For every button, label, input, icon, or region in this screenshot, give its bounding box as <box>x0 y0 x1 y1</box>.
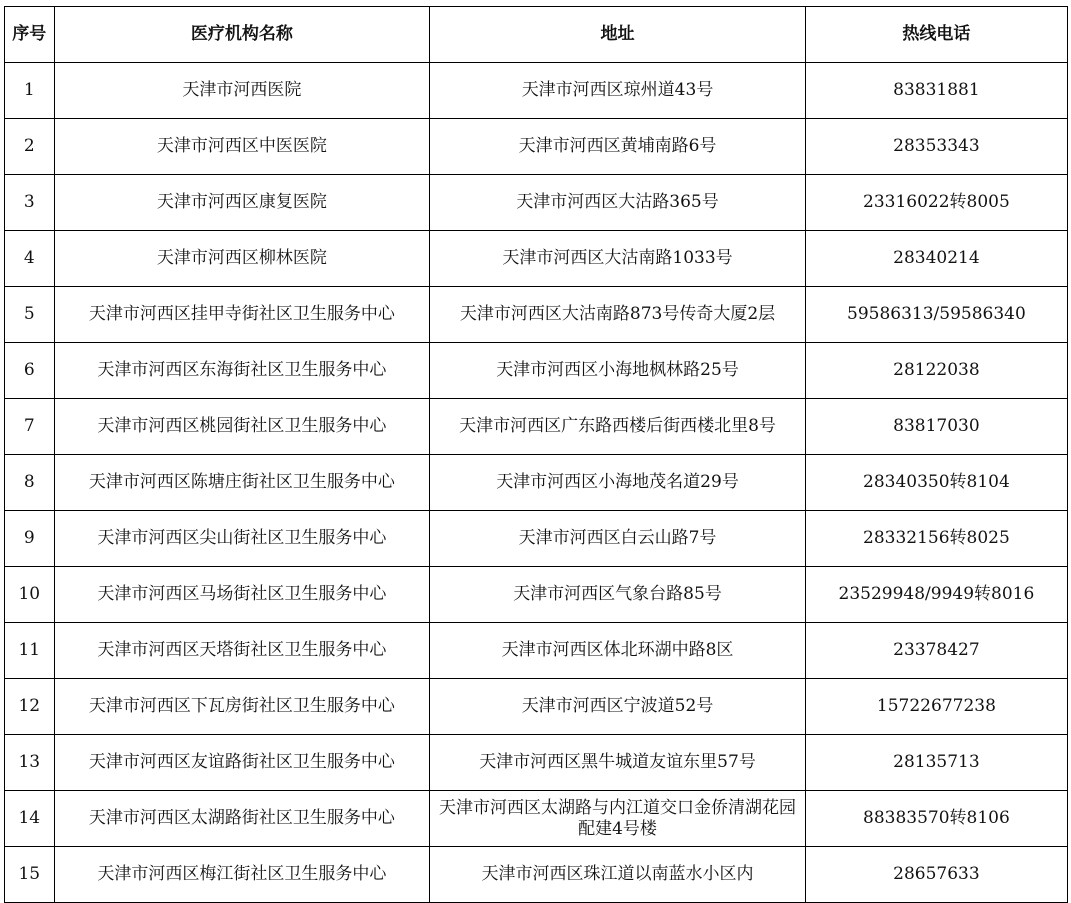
cell-address: 天津市河西区气象台路85号 <box>430 567 806 623</box>
header-index: 序号 <box>5 7 55 63</box>
cell-address: 天津市河西区小海地茂名道29号 <box>430 455 806 511</box>
cell-index: 14 <box>5 791 55 847</box>
table-row <box>5 511 1068 567</box>
table-body <box>5 63 1068 903</box>
cell-index: 2 <box>5 119 55 175</box>
table-row <box>5 623 1068 679</box>
cell-institution-name: 天津市河西区挂甲寺街社区卫生服务中心 <box>54 287 430 343</box>
cell-index: 12 <box>5 679 55 735</box>
cell-index: 5 <box>5 287 55 343</box>
table-row <box>5 679 1068 735</box>
cell-hotline: 28135713 <box>805 735 1067 791</box>
table-row <box>5 567 1068 623</box>
cell-index: 13 <box>5 735 55 791</box>
cell-institution-name: 天津市河西区尖山街社区卫生服务中心 <box>54 511 430 567</box>
cell-hotline: 28122038 <box>805 343 1067 399</box>
cell-index: 9 <box>5 511 55 567</box>
cell-address: 天津市河西区黄埔南路6号 <box>430 119 806 175</box>
cell-address: 天津市河西区珠江道以南蓝水小区内 <box>430 847 806 903</box>
cell-institution-name: 天津市河西区中医医院 <box>54 119 430 175</box>
cell-institution-name: 天津市河西区太湖路街社区卫生服务中心 <box>54 791 430 847</box>
cell-institution-name: 天津市河西区马场街社区卫生服务中心 <box>54 567 430 623</box>
cell-hotline: 28657633 <box>805 847 1067 903</box>
cell-hotline: 83817030 <box>805 399 1067 455</box>
cell-address: 天津市河西区黑牛城道友谊东里57号 <box>430 735 806 791</box>
cell-hotline: 15722677238 <box>805 679 1067 735</box>
cell-address: 天津市河西区小海地枫林路25号 <box>430 343 806 399</box>
cell-institution-name: 天津市河西区柳林医院 <box>54 231 430 287</box>
cell-hotline: 28353343 <box>805 119 1067 175</box>
cell-index: 6 <box>5 343 55 399</box>
cell-address: 天津市河西区大沽路365号 <box>430 175 806 231</box>
cell-institution-name: 天津市河西区东海街社区卫生服务中心 <box>54 343 430 399</box>
table-row <box>5 847 1068 903</box>
table-row <box>5 287 1068 343</box>
cell-institution-name: 天津市河西区梅江街社区卫生服务中心 <box>54 847 430 903</box>
cell-institution-name: 天津市河西区下瓦房街社区卫生服务中心 <box>54 679 430 735</box>
cell-address: 天津市河西区大沽南路1033号 <box>430 231 806 287</box>
cell-index: 15 <box>5 847 55 903</box>
cell-institution-name: 天津市河西区康复医院 <box>54 175 430 231</box>
table-row <box>5 455 1068 511</box>
cell-institution-name: 天津市河西区桃园街社区卫生服务中心 <box>54 399 430 455</box>
cell-institution-name: 天津市河西区陈塘庄街社区卫生服务中心 <box>54 455 430 511</box>
cell-address: 天津市河西区太湖路与内江道交口金侨清湖花园配建4号楼 <box>430 791 806 847</box>
table-header <box>5 7 1068 63</box>
table-row <box>5 735 1068 791</box>
cell-index: 7 <box>5 399 55 455</box>
cell-hotline: 83831881 <box>805 63 1067 119</box>
cell-institution-name: 天津市河西区天塔街社区卫生服务中心 <box>54 623 430 679</box>
table-row <box>5 343 1068 399</box>
cell-hotline: 28340350转8104 <box>805 455 1067 511</box>
table-row <box>5 175 1068 231</box>
cell-index: 1 <box>5 63 55 119</box>
cell-index: 11 <box>5 623 55 679</box>
cell-address: 天津市河西区白云山路7号 <box>430 511 806 567</box>
cell-institution-name: 天津市河西医院 <box>54 63 430 119</box>
cell-hotline: 23316022转8005 <box>805 175 1067 231</box>
cell-index: 4 <box>5 231 55 287</box>
cell-address: 天津市河西区体北环湖中路8区 <box>430 623 806 679</box>
table-row <box>5 231 1068 287</box>
header-row <box>5 7 1068 63</box>
cell-hotline: 28340214 <box>805 231 1067 287</box>
cell-address: 天津市河西区琼州道43号 <box>430 63 806 119</box>
cell-address: 天津市河西区大沽南路873号传奇大厦2层 <box>430 287 806 343</box>
cell-hotline: 59586313/59586340 <box>805 287 1067 343</box>
cell-index: 8 <box>5 455 55 511</box>
header-institution-name: 医疗机构名称 <box>54 7 430 63</box>
table-row <box>5 63 1068 119</box>
cell-hotline: 28332156转8025 <box>805 511 1067 567</box>
medical-institution-table <box>4 6 1068 903</box>
header-address: 地址 <box>430 7 806 63</box>
header-hotline: 热线电话 <box>805 7 1067 63</box>
cell-hotline: 23378427 <box>805 623 1067 679</box>
table-row <box>5 399 1068 455</box>
table-row <box>5 791 1068 847</box>
cell-address: 天津市河西区宁波道52号 <box>430 679 806 735</box>
cell-index: 10 <box>5 567 55 623</box>
cell-institution-name: 天津市河西区友谊路街社区卫生服务中心 <box>54 735 430 791</box>
cell-hotline: 88383570转8106 <box>805 791 1067 847</box>
cell-address: 天津市河西区广东路西楼后街西楼北里8号 <box>430 399 806 455</box>
table-row <box>5 119 1068 175</box>
cell-index: 3 <box>5 175 55 231</box>
cell-hotline: 23529948/9949转8016 <box>805 567 1067 623</box>
